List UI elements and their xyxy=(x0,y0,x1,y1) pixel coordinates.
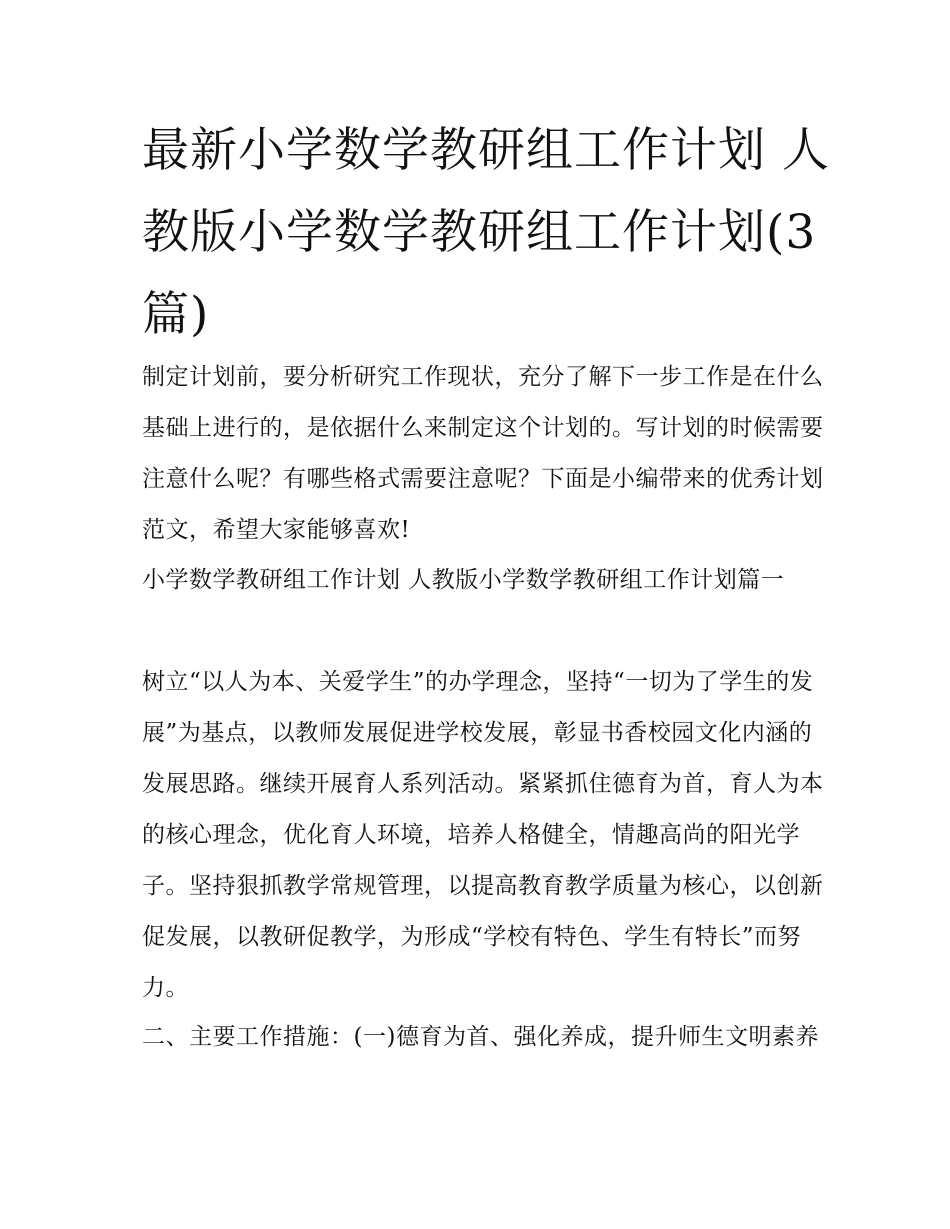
section-heading: 小学数学教研组工作计划 人教版小学数学教研组工作计划篇一 xyxy=(142,567,785,593)
document-title: 最新小学数学教研组工作计划 人教版小学数学教研组工作计划(3篇) xyxy=(142,123,830,342)
intro-paragraph: 制定计划前，要分析研究工作现状，充分了解下一步工作是在什么基础上进行的，是依据什么来制定这个计划的。写计划的时候需要注意什么呢？有哪些格式需要注意呢？下面是小编带来的优秀计划范文，希望大家能够喜欢! xyxy=(142,364,824,543)
measures-heading: 二、主要工作措施：(一)德育为首、强化养成，提升师生文明素养 xyxy=(142,1024,819,1050)
body-paragraph: 树立“以人为本、关爱学生”的办学理念，坚持“一切为了学生的发展”为基点，以教师发展促进学校发展，彰显书香校园文化内涵的发展思路。继续开展育人系列活动。紧紧抓住德育为首，育人为本的核心理念，优化育人环境，培养人格健全，情趣高尚的阳光学子。坚持狠抓教学常规管理，以提高教育教学质量为核心，以创新促发展，以教研促教学，为形成“学校有特色、学生有特长”而努力。 xyxy=(142,669,824,1001)
